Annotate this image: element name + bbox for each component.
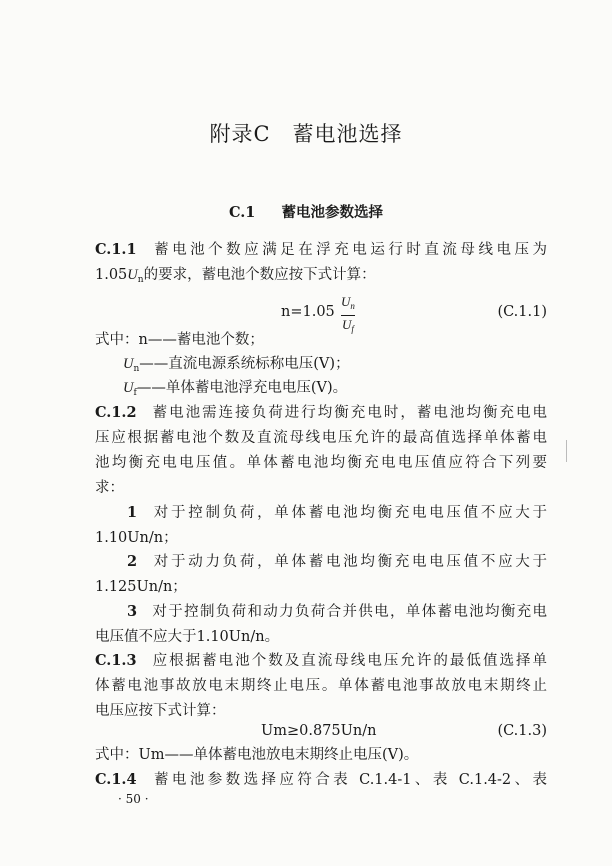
c113-line-1 (95, 652, 547, 670)
item-3-line-1 (127, 603, 547, 621)
where-lead: 式中： (95, 332, 139, 348)
sub: f (133, 388, 137, 398)
item-number: 3 (127, 603, 138, 620)
c113-line-3: 电压应按下式计算： (95, 703, 226, 719)
item-2-line-1 (127, 553, 547, 571)
where-un (123, 355, 575, 378)
page-number: · 50 · (118, 792, 149, 806)
item-number: 1 (127, 504, 138, 521)
clause-text: 蓄电池个数应满足在浮充电运行时直流母线电压为 (150, 242, 547, 258)
eq-den: U (341, 317, 352, 332)
section-heading (0, 201, 612, 222)
item-number: 2 (127, 553, 138, 570)
value: 1.05 (95, 267, 128, 283)
item-text: 对于动力负荷，单体蓄电池均衡充电电压值不应大于 (151, 554, 547, 570)
c112-line-3: 池均衡充电电压值。单体蓄电池均衡充电电压值应符合下列要 (95, 455, 547, 471)
equation-body: Um≥0.875Un/n (261, 723, 377, 739)
where-text: ——单体蓄电池浮充电电压(V)。 (136, 380, 348, 396)
clause-text: 的要求，蓄电池个数应按下式计算： (143, 267, 376, 283)
clause-number: C.1.2 (95, 404, 137, 421)
equation-number: (C.1.3) (497, 723, 547, 739)
sub: n (137, 275, 144, 285)
eq-num: U (341, 294, 351, 309)
where-text: ——直流电源系统标称电压(V)； (139, 356, 350, 372)
c112-line-4: 求： (95, 480, 124, 496)
clause-text: 蓄电池需连接负荷进行均衡充电时，蓄电池均衡充电电 (150, 405, 547, 421)
var-u: U (123, 356, 134, 372)
c112-line-1 (95, 404, 547, 422)
c113-line-2: 体蓄电池事故放电末期终止电压。单体蓄电池事故放电末期终止 (95, 678, 547, 694)
c111-line-1 (95, 241, 547, 259)
sub: n (133, 364, 140, 374)
sub: n (350, 301, 355, 311)
equation-number: (C.1.1) (497, 304, 547, 320)
clause-text: 应根据蓄电池个数及直流母线电压允许的最低值选择单 (150, 653, 547, 669)
where-text: n——蓄电池个数； (138, 332, 264, 348)
c114-line-1 (95, 771, 547, 789)
clause-number: C.1.1 (95, 241, 137, 258)
section-number: C.1 (228, 204, 256, 221)
sub: f (351, 324, 354, 334)
clause-number: C.1.4 (95, 771, 137, 788)
clause-number: C.1.3 (95, 652, 137, 669)
equation-c111 (95, 294, 547, 334)
fraction-bar (341, 315, 355, 316)
section-title: 蓄电池参数选择 (281, 204, 384, 221)
item-text: 对于控制负荷和动力负荷合并供电，单体蓄电池均衡充电 (151, 604, 547, 620)
var-u: U (123, 380, 134, 396)
c112-line-2: 压应根据蓄电池个数及直流母线电压允许的最高值选择单体蓄电 (95, 430, 547, 446)
item-1-line-1 (127, 504, 547, 522)
var-u: U (127, 267, 138, 283)
eq-lhs: n=1.05 (281, 304, 335, 320)
item-2-line-2: 1.125Un/n； (95, 579, 187, 595)
item-3-line-2: 电压值不应大于1.10Un/n。 (95, 629, 280, 645)
where-uf (123, 379, 575, 402)
item-text: 对于控制负荷，单体蓄电池均衡充电电压值不应大于 (151, 505, 547, 521)
clause-text: 蓄电池参数选择应符合表 C.1.4-1、表 C.1.4-2、表 (150, 772, 547, 788)
c111-line-2 (95, 266, 547, 289)
appendix-title: 附录C 蓄电池选择 (209, 122, 403, 146)
c113-where: 式中：Um——单体蓄电池放电末期终止电压(V)。 (95, 747, 419, 763)
scan-speck (566, 440, 567, 462)
where-n (95, 331, 547, 349)
item-1-line-2: 1.10Un/n； (95, 530, 178, 546)
